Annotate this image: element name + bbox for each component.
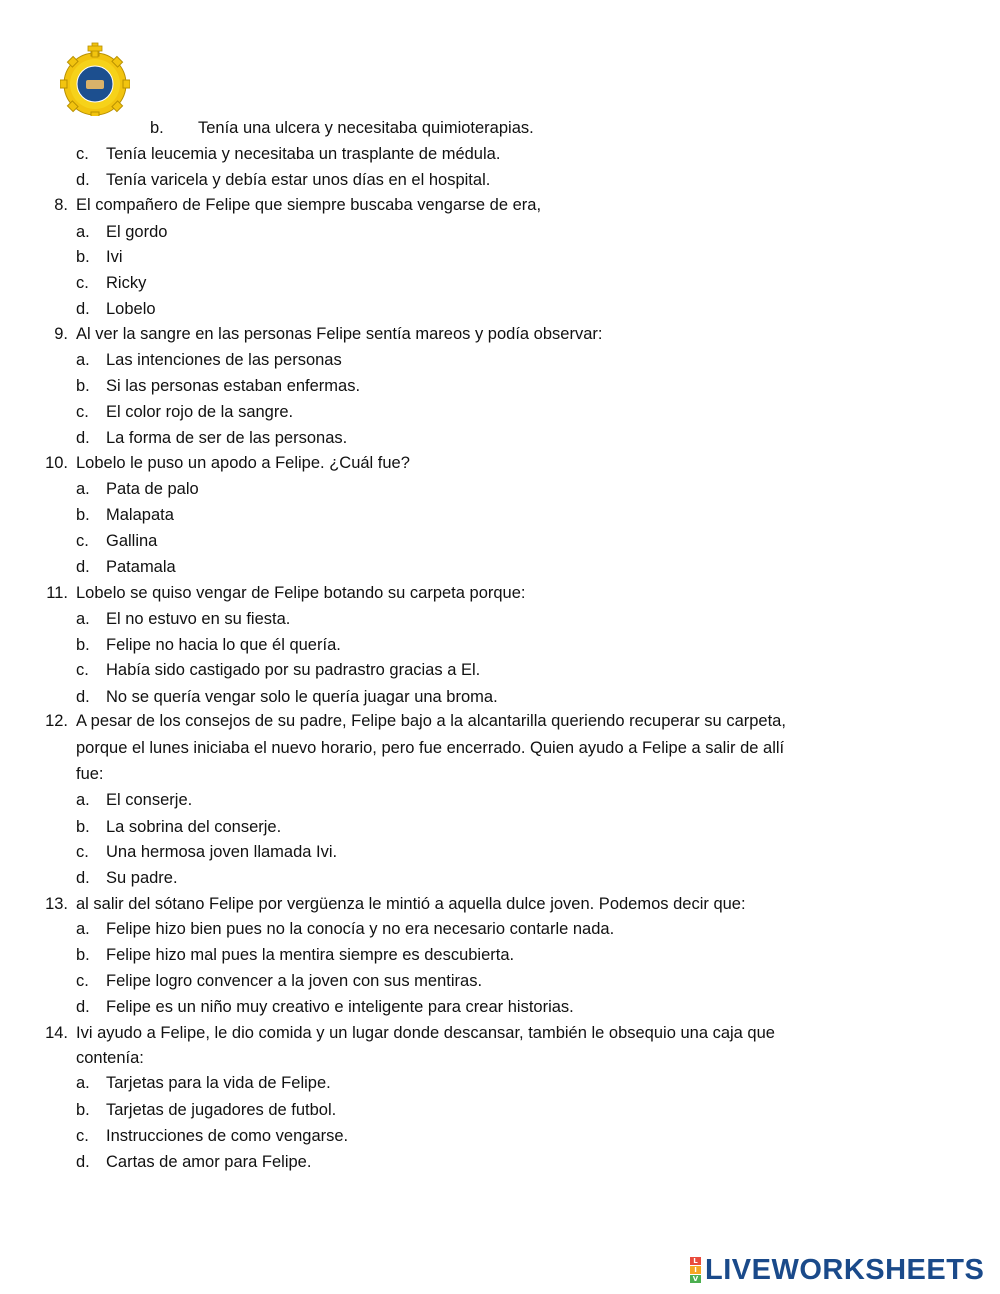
option-letter: a. bbox=[76, 1074, 90, 1092]
option-text: Felipe hizo bien pues no la conocía y no era necesario contarle nada. bbox=[106, 920, 615, 938]
option-text: Gallina bbox=[106, 532, 158, 550]
option-letter: c. bbox=[76, 1127, 89, 1145]
option-letter: b. bbox=[76, 1101, 90, 1119]
question-text: fue: bbox=[76, 765, 104, 783]
option-text: Su padre. bbox=[106, 869, 178, 887]
option-letter: b. bbox=[150, 119, 164, 137]
option-text: La forma de ser de las personas. bbox=[106, 429, 348, 447]
option-text: Pata de palo bbox=[106, 480, 199, 498]
option-letter: b. bbox=[76, 818, 90, 836]
option-text: Si las personas estaban enfermas. bbox=[106, 377, 361, 395]
option-text: Ivi bbox=[106, 248, 123, 266]
question-text: Al ver la sangre en las personas Felipe sentía mareos y podía observar: bbox=[76, 325, 603, 343]
option-text: Una hermosa joven llamada Ivi. bbox=[106, 843, 338, 861]
option-text: Las intenciones de las personas bbox=[106, 351, 342, 369]
option-text: Tenía varicela y debía estar unos días en el hospital. bbox=[106, 171, 491, 189]
question-number: 8. bbox=[54, 196, 68, 214]
option-letter: b. bbox=[76, 377, 90, 395]
option-text: El no estuvo en su fiesta. bbox=[106, 610, 291, 628]
option-text: Cartas de amor para Felipe. bbox=[106, 1153, 312, 1171]
option-letter: d. bbox=[76, 429, 90, 447]
question-number: 13. bbox=[45, 895, 68, 913]
option-letter: d. bbox=[76, 171, 90, 189]
option-text: Malapata bbox=[106, 506, 174, 524]
option-letter: c. bbox=[76, 403, 89, 421]
option-letter: c. bbox=[76, 274, 89, 292]
option-letter: d. bbox=[76, 558, 90, 576]
option-letter: a. bbox=[76, 351, 90, 369]
question-text: Lobelo se quiso vengar de Felipe botando su carpeta porque: bbox=[76, 584, 526, 602]
option-text: Patamala bbox=[106, 558, 176, 576]
option-letter: a. bbox=[76, 480, 90, 498]
brand-mark-letter: L bbox=[690, 1257, 701, 1265]
option-text: La sobrina del conserje. bbox=[106, 818, 282, 836]
option-text: El conserje. bbox=[106, 791, 193, 809]
option-text: Felipe hizo mal pues la mentira siempre es descubierta. bbox=[106, 946, 515, 964]
option-letter: b. bbox=[76, 506, 90, 524]
question-text: porque el lunes iniciaba el nuevo horario, pero fue encerrado. Quien ayudo a Felipe a salir de allí bbox=[76, 739, 785, 757]
option-text: Tenía una ulcera y necesitaba quimioterapias. bbox=[198, 119, 534, 137]
question-text: A pesar de los consejos de su padre, Felipe bajo a la alcantarilla queriendo recuperar su carpeta, bbox=[76, 712, 786, 730]
question-number: 10. bbox=[45, 454, 68, 472]
option-text: Lobelo bbox=[106, 300, 156, 318]
question-text: al salir del sótano Felipe por vergüenza le mintió a aquella dulce joven. Podemos decir que: bbox=[76, 895, 746, 913]
option-letter: b. bbox=[76, 946, 90, 964]
option-letter: a. bbox=[76, 610, 90, 628]
brand-mark-letter: I bbox=[690, 1266, 701, 1274]
brand-text: LIVEWORKSHEETS bbox=[705, 1253, 985, 1286]
question-text: El compañero de Felipe que siempre buscaba vengarse de era, bbox=[76, 196, 542, 214]
option-letter: d. bbox=[76, 300, 90, 318]
question-number: 9. bbox=[54, 325, 68, 343]
option-text: Ricky bbox=[106, 274, 147, 292]
option-letter: c. bbox=[76, 972, 89, 990]
brand-mark-letter: V bbox=[690, 1275, 701, 1283]
question-number: 14. bbox=[45, 1024, 68, 1042]
option-letter: d. bbox=[76, 1153, 90, 1171]
option-letter: b. bbox=[76, 248, 90, 266]
option-letter: d. bbox=[76, 869, 90, 887]
option-letter: c. bbox=[76, 532, 89, 550]
option-letter: a. bbox=[76, 791, 90, 809]
option-letter: c. bbox=[76, 661, 89, 679]
option-letter: d. bbox=[76, 998, 90, 1016]
question-number: 12. bbox=[45, 712, 68, 730]
option-letter: a. bbox=[76, 223, 90, 241]
liveworksheets-logo[interactable] bbox=[690, 1254, 984, 1286]
option-text: Felipe es un niño muy creativo e inteligente para crear historias. bbox=[106, 998, 574, 1016]
option-text: Felipe logro convencer a la joven con sus mentiras. bbox=[106, 972, 483, 990]
school-crest-logo bbox=[60, 42, 130, 116]
option-text: No se quería vengar solo le quería juagar una broma. bbox=[106, 688, 498, 706]
option-letter: c. bbox=[76, 843, 89, 861]
question-text: contenía: bbox=[76, 1049, 144, 1067]
brand-mark-icon bbox=[690, 1257, 701, 1284]
option-text: Tarjetas de jugadores de futbol. bbox=[106, 1101, 337, 1119]
option-letter: d. bbox=[76, 688, 90, 706]
question-number: 11. bbox=[46, 584, 68, 602]
question-text: Ivi ayudo a Felipe, le dio comida y un lugar donde descansar, también le obsequio una caja que bbox=[76, 1024, 775, 1042]
option-text: El gordo bbox=[106, 223, 168, 241]
option-text: Felipe no hacia lo que él quería. bbox=[106, 636, 341, 654]
option-letter: a. bbox=[76, 920, 90, 938]
option-text: Tarjetas para la vida de Felipe. bbox=[106, 1074, 331, 1092]
option-text: Instrucciones de como vengarse. bbox=[106, 1127, 349, 1145]
option-letter: b. bbox=[76, 636, 90, 654]
option-text: El color rojo de la sangre. bbox=[106, 403, 294, 421]
option-letter: c. bbox=[76, 145, 89, 163]
question-text: Lobelo le puso un apodo a Felipe. ¿Cuál fue? bbox=[76, 454, 410, 472]
option-text: Tenía leucemia y necesitaba un trasplante de médula. bbox=[106, 145, 501, 163]
option-text: Había sido castigado por su padrastro gracias a El. bbox=[106, 661, 481, 679]
